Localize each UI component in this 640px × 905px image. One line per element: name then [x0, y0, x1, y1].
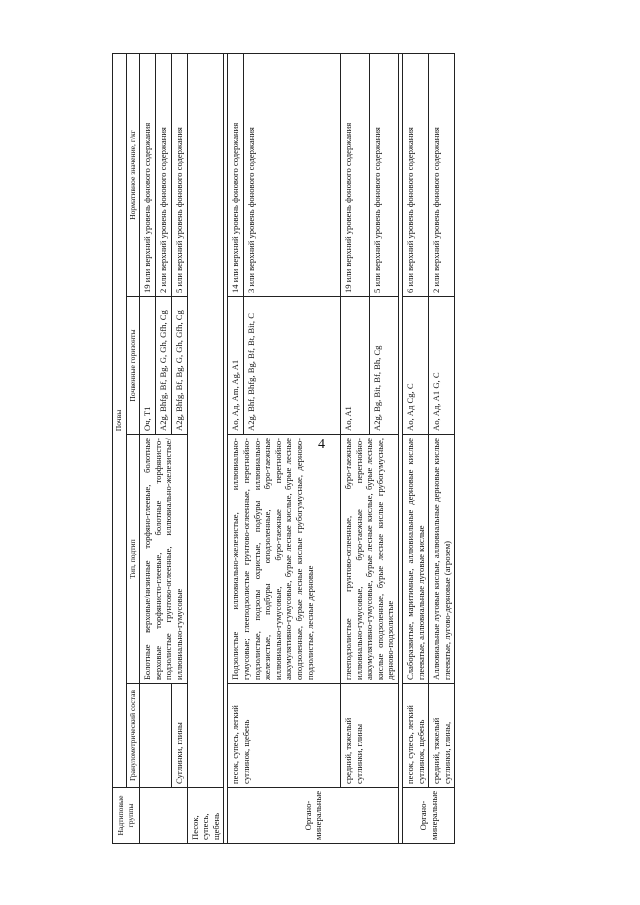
- gran-cell: Суглинки, глины: [171, 684, 187, 788]
- horizons-cell: Ao, Ад Cg, C: [402, 297, 428, 435]
- type-cell: Аллювиальные луговые кислые, аллювиальные дерновые кислые глееватые, лугово-дерновые (агрозем): [429, 435, 455, 684]
- spacer-cell: [187, 53, 224, 787]
- horizons-cell: A2g, Bg, Bit, Bf, Bh, Cg: [369, 297, 398, 435]
- type-cell: Подзолистые иллювиально-железистые, иллювиально-гумусовые; глееподзолистые грунтово-оглеенные, перегнойно-подзолистые, подзолы охристые, подбуры иллювиально-железистые, подбуры оподзоленные, буро-таежные иллювиально-гумусовые, буро-таежные перегнойно-аккумулятивно-гумусовые, бурые лесные кислые, бурые лесные оподзоленные, бурые лесные кислые грубогумусные, дерново-подзолистые, лесные дерновые: [228, 435, 341, 684]
- norm-cell: 6 или верхний уровень фонового содержания: [402, 53, 428, 296]
- norm-cell: 2 или верхний уровень фонового содержания: [155, 53, 171, 296]
- group-cell: [140, 788, 187, 844]
- norm-cell: 19 или верхний уровень фонового содержания: [140, 53, 156, 296]
- header-norm: Нормативное значение, г/кг: [126, 53, 140, 296]
- norm-cell: 5 или верхний уровень фонового содержания: [369, 53, 398, 296]
- norm-cell: 14 или верхний уровень фонового содержания: [228, 53, 244, 296]
- header-horizons: Почвенные горизонты: [126, 297, 140, 435]
- header-type: Тип, подтип: [126, 435, 140, 684]
- type-cell: Болотные верховые/низинные торфяно-глеевые, болотные верховые торфянисто-глеевые, болотные торфянисто-подзолистые грунтово-оглеенные, иллювиально-железистые/иллювиально-гумусовые: [140, 435, 187, 684]
- soil-norms-table: [112, 53, 455, 844]
- group-cell: Органо-минеральные: [402, 788, 454, 844]
- gran-cell: песок, супесь, легкий суглинок, щебень: [402, 684, 428, 788]
- page-number: 4: [318, 437, 325, 452]
- norm-cell: 19 или верхний уровень фонового содержания: [340, 53, 369, 296]
- group-cell: Органо-минеральные: [228, 788, 399, 844]
- gran-cell: средний, тяжелый суглинки, глины,: [429, 684, 455, 788]
- gran-cell: [140, 684, 172, 788]
- gran-cell: средний, тяжелый суглинки, глины: [340, 684, 398, 788]
- horizons-cell: Оч, Т1: [140, 297, 156, 435]
- horizons-cell: Ao, Ад, Am, Ag, A1: [228, 297, 244, 435]
- norm-cell: 5 или верхний уровень фонового содержания: [171, 53, 187, 296]
- horizons-cell: Ao, Ад, A1 G, C: [429, 297, 455, 435]
- horizons-cell: A2g, Bhf, Bhfg, Bg, Bf, Bt, Bit, C: [243, 297, 340, 435]
- gran-cell: песок, супесь, легкий суглинок, щебень: [228, 684, 341, 788]
- horizons-cell: A2g, Bhfg, Bf, Bg, G, Gh, Gfh, Cg: [171, 297, 187, 435]
- gran-cell: Песок, супесь, щебень: [187, 788, 224, 844]
- header-group: Надтиповые группы: [113, 788, 140, 844]
- horizons-cell: Ao, A1: [340, 297, 369, 435]
- type-cell: Слаборазвитые, маритимные, аллювиальные дерновые кислые глееватые, аллювиальные луговые кислые: [402, 435, 428, 684]
- horizons-cell: A2g, Bhfg, Bf, Bg, G, Gh, Gfh, Cg: [155, 297, 171, 435]
- rotated-table-container: [112, 54, 626, 844]
- table-frame: [112, 54, 626, 844]
- header-granulometry: Гранулометрический состав: [126, 684, 140, 788]
- header-soils: Почвы: [113, 53, 127, 787]
- type-cell: глееподзолистые грунтово-оглеенные, буро-таежные иллювиально-гумусовые, буро-таежные перегнойно-аккумулятивно-гумусовые, бурые лесные кислые, бурые лесные кислые оподзоленные, бурые лесные кислые грубогумусные, дерново-подзолистые: [340, 435, 398, 684]
- norm-cell: 3 или верхний уровень фонового содержания: [243, 53, 340, 296]
- norm-cell: 2 или верхний уровень фонового содержания: [429, 53, 455, 296]
